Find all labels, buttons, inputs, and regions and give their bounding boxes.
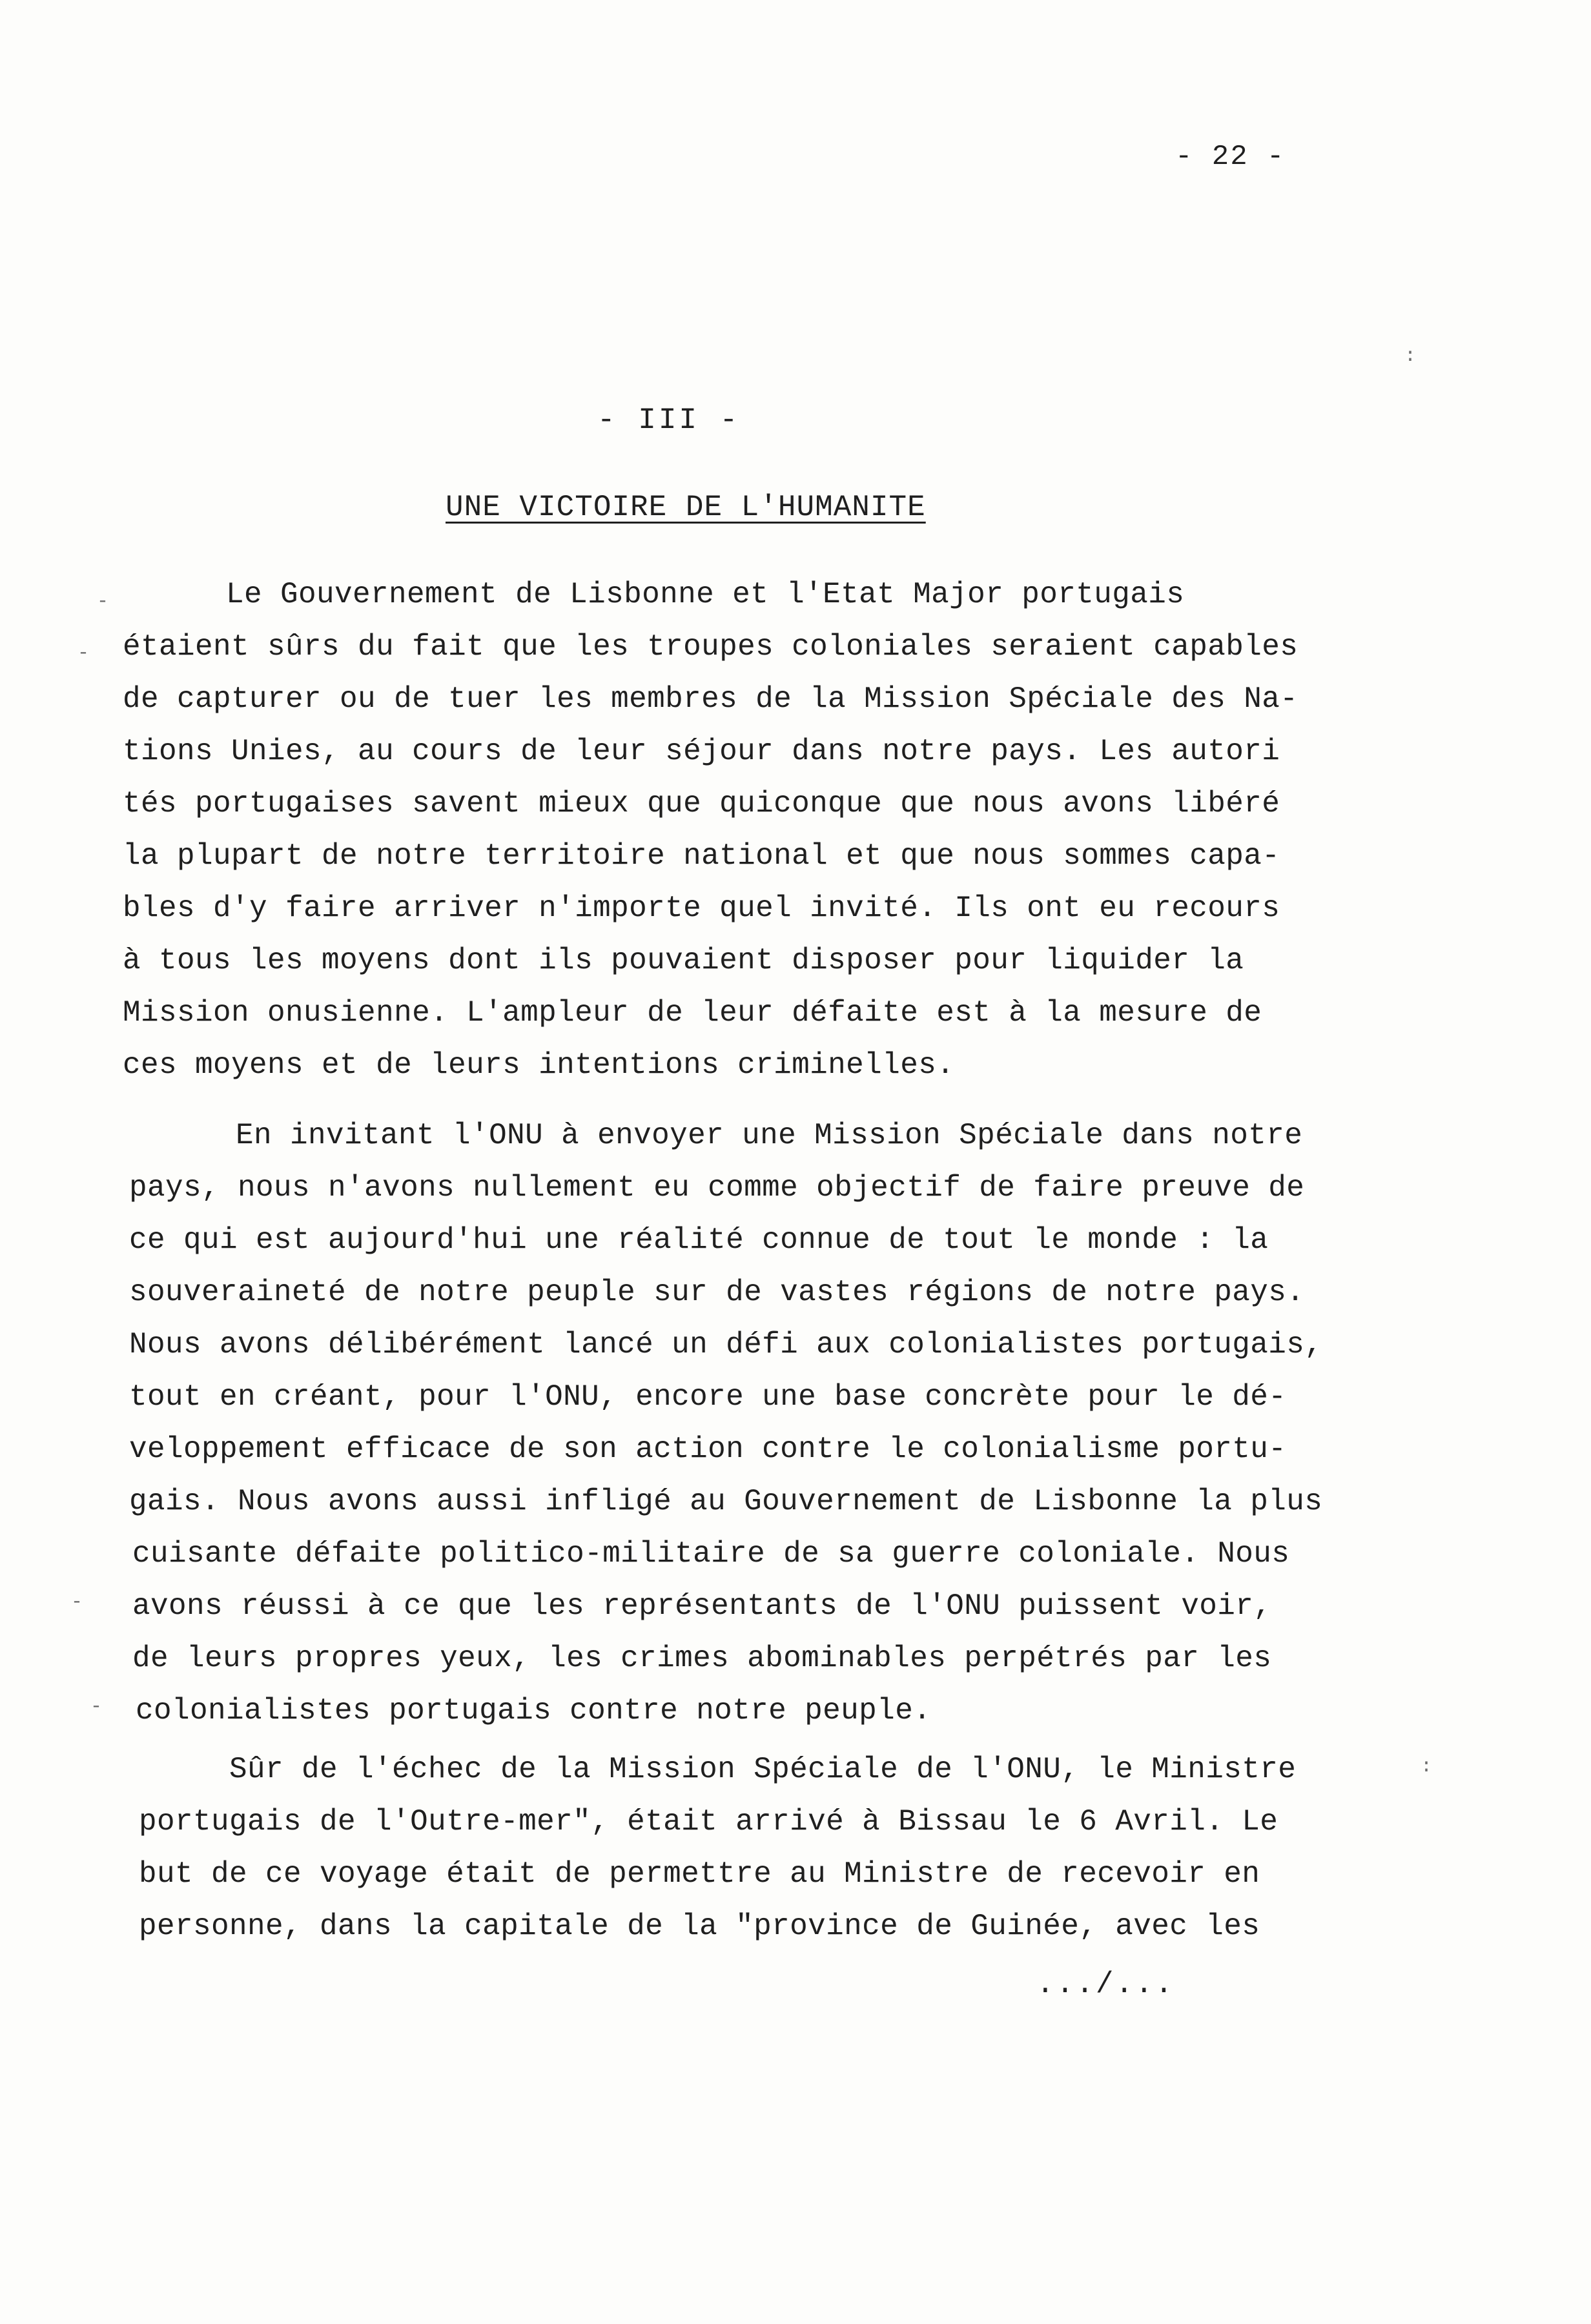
continuation-mark: .../...: [1036, 1968, 1175, 2001]
paragraph-line: étaient sûrs du fait que les troupes coloniales seraient capables: [123, 630, 1298, 664]
paragraph-line: Sûr de l'échec de la Mission Spéciale de l'ONU, le Ministre: [229, 1753, 1297, 1786]
paragraph-line: Mission onusienne. L'ampleur de leur défaite est à la mesure de: [123, 996, 1262, 1030]
paragraph-line: personne, dans la capitale de la "province de Guinée, avec les: [139, 1910, 1260, 1943]
scan-speck: -: [97, 591, 109, 613]
paragraph-line: avons réussi à ce que les représentants de l'ONU puissent voir,: [132, 1589, 1272, 1623]
paragraph-line: Nous avons délibérément lancé un défi aux colonialistes portugais,: [129, 1328, 1323, 1361]
scan-speck: -: [90, 1696, 103, 1718]
paragraph-line: bles d'y faire arriver n'importe quel invité. Ils ont eu recours: [123, 892, 1280, 925]
page-number: - 22 -: [1175, 141, 1286, 173]
paragraph-line: à tous les moyens dont ils pouvaient disposer pour liquider la: [123, 944, 1244, 977]
paragraph-line: portugais de l'Outre-mer", était arrivé à Bissau le 6 Avril. Le: [139, 1805, 1278, 1839]
paragraph-line: colonialistes portugais contre notre peuple.: [136, 1694, 932, 1728]
paragraph-line: de leurs propres yeux, les crimes abominables perpétrés par les: [132, 1642, 1272, 1675]
paragraph-line: tions Unies, au cours de leur séjour dans notre pays. Les autori: [123, 735, 1280, 768]
paragraph-line: ce qui est aujourd'hui une réalité connue de tout le monde : la: [129, 1223, 1269, 1257]
paragraph-line: de capturer ou de tuer les membres de la Mission Spéciale des Na-: [123, 682, 1298, 716]
paragraph-line: En invitant l'ONU à envoyer une Mission Spéciale dans notre: [236, 1119, 1303, 1152]
scan-speck: :: [1421, 1756, 1433, 1778]
scan-speck: -: [71, 1591, 83, 1613]
paragraph-line: souveraineté de notre peuple sur de vastes régions de notre pays.: [129, 1276, 1305, 1309]
paragraph-line: tés portugaises savent mieux que quiconque que nous avons libéré: [123, 787, 1280, 821]
paragraph-line: Le Gouvernement de Lisbonne et l'Etat Major portugais: [226, 578, 1185, 611]
paragraph-line: la plupart de notre territoire national et que nous sommes capa-: [123, 839, 1280, 873]
paragraph-line: gais. Nous avons aussi infligé au Gouvernement de Lisbonne la plus: [129, 1485, 1323, 1518]
paragraph-line: pays, nous n'avons nullement eu comme objectif de faire preuve de: [129, 1171, 1305, 1205]
scan-speck: :: [1404, 345, 1417, 367]
paragraph-line: veloppement efficace de son action contre le colonialisme portu-: [129, 1432, 1287, 1466]
scan-speck: -: [77, 642, 90, 664]
paragraph-line: ces moyens et de leurs intentions criminelles.: [123, 1048, 955, 1082]
paragraph-line: tout en créant, pour l'ONU, encore une base concrète pour le dé-: [129, 1380, 1287, 1414]
section-title: UNE VICTOIRE DE L'HUMANITE: [446, 491, 926, 524]
paragraph-line: but de ce voyage était de permettre au Ministre de recevoir en: [139, 1857, 1260, 1891]
section-number: - III -: [597, 403, 741, 437]
paragraph-line: cuisante défaite politico-militaire de sa guerre coloniale. Nous: [132, 1537, 1290, 1571]
